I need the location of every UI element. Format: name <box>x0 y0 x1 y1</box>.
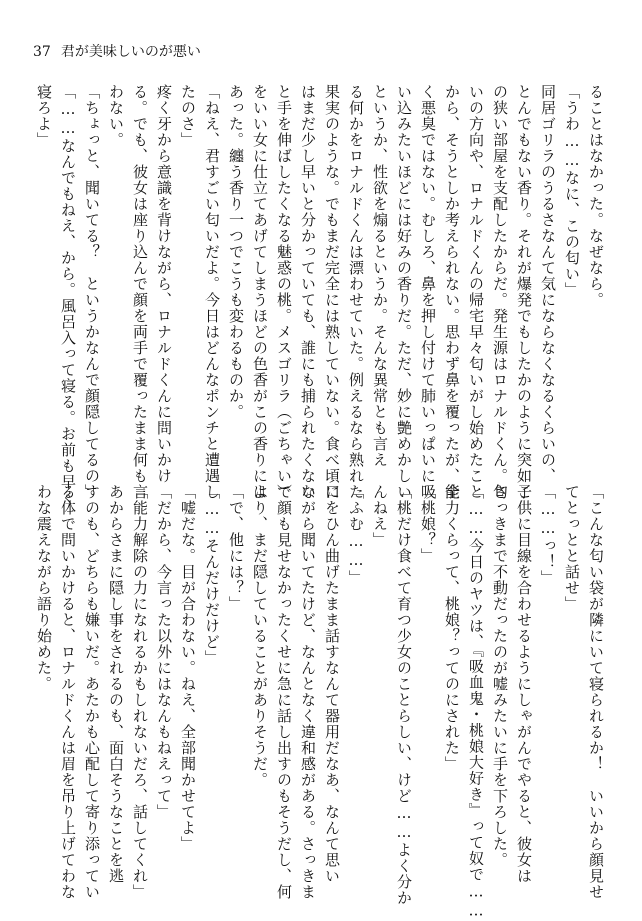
text-column: さっきまで不動だったのが嘘みたいに手を下ろした。 <box>491 484 509 868</box>
text-column: 「ねえ、君すごい匂いだよ。今日はどんなポンチと遭遇し <box>203 84 221 500</box>
text-column: 「こんな匂い袋が隣にいて寝られるか！ いいから顔見せ <box>587 484 605 900</box>
text-column: をいい女に仕立てあげてしまうほどの色香がこの香りには <box>251 84 269 500</box>
text-column: とんでもない香り。それが爆発でもしたかのように突如こ <box>515 84 533 500</box>
running-header <box>33 44 201 60</box>
text-column: 「で、他には？」 <box>227 484 245 612</box>
text-column: から、そうとしか考えられない。思わず鼻を覆ったが、全 <box>443 84 461 500</box>
text-column: 「ちょっと、聞いてる？ というかなんで顔隠してるの」 <box>83 84 101 500</box>
text-column: 「嘘だな。目が合わない。ねえ、全部聞かせてよ」 <box>179 484 197 852</box>
text-column: 「桃だけ食べて育つ少女のことらしい、けど……よく分か <box>395 484 413 906</box>
text-column: 果実のような。でもまだ完全には熟していない。食べ頃に <box>323 84 341 500</box>
text-column: いの方向や、ロナルドくんの帰宅早々匂いがし始めたこと <box>467 84 485 500</box>
text-column: 子供に目線を合わせるようにしゃがんでやると、彼女は <box>515 484 533 884</box>
text-column: 疼く牙から意識を背けながら、ロナルドくんに問いかけ <box>155 84 173 484</box>
text-column: わない。 <box>107 84 125 148</box>
text-column: 「能力解除の力になれるかもしれないだろ、話してくれ」 <box>131 484 149 900</box>
text-column: 「……今日のヤツは、『吸血鬼・桃娘大好き』って奴で…… <box>467 484 485 921</box>
text-column: 「桃娘？」 <box>419 484 437 564</box>
text-column: たのさ」 <box>179 84 197 148</box>
text-column: 「うわ……なに、この匂い」 <box>563 84 581 298</box>
text-column: より、まだ隠していることがありそうだ。 <box>251 484 269 788</box>
text-column: い込みたいほどには好みの香りだ。ただ、妙に艶めかしい <box>395 84 413 500</box>
text-column: の狭い部屋を支配したからだ。発生源はロナルドくん。匂 <box>491 84 509 500</box>
text-column: 「……なんでもねえ、から。風呂入って寝る。お前も早く <box>59 84 77 506</box>
text-column: る何かをロナルドくんは漂わせていた。例えるなら熟れた <box>347 84 365 500</box>
text-column: で顔も見せなかったくせに急に話し出すのもそうだし、何 <box>275 484 293 900</box>
text-column: てとっとと話せ」 <box>563 484 581 612</box>
text-column: わな震えながら語り始めた。 <box>35 484 53 692</box>
text-column: というか、性欲を煽るというか。そんな異常とも言え <box>371 84 389 468</box>
text-column: 「……そんだけだけど」 <box>203 484 221 666</box>
lower-text-block <box>32 484 608 921</box>
text-column: く悪臭ではない。むしろ、鼻を押し付けて肺いっぱいに吸 <box>419 84 437 500</box>
text-column: 口をひん曲げたまま話すなんて器用だなあ、なんて思い <box>323 484 341 884</box>
page-number: 37 <box>33 44 51 60</box>
text-column: る。でも、彼女は座り込んで顔を両手で覆ったまま何も言 <box>131 84 149 500</box>
text-column: 「……っ！」 <box>539 484 557 586</box>
text-column: はまだ少し早いと分かっていても、誰にも捕られたくない <box>299 84 317 500</box>
text-column: 寝ろよ」 <box>35 84 53 148</box>
text-column: る体で問いかけると、ロナルドくんは眉を吊り上げてわな <box>59 484 77 900</box>
text-column: あった。纏う香り一つでこうも変わるものか。 <box>227 84 245 420</box>
text-column: 同居ゴリラのうるさなんて気にならなくなるくらいの、 <box>539 84 557 484</box>
upper-text-block <box>32 84 608 506</box>
text-column: ることはなかった。なぜなら。 <box>587 84 605 308</box>
text-column: と手を伸ばしたくなる魅惑の桃。メスゴリラ（ごちゃい） <box>275 84 293 500</box>
text-column: あからさまに隠し事をされるのも、面白そうなことを逃 <box>107 484 125 884</box>
text-column: 能力くらって、桃娘？ってのにされた」 <box>443 484 461 772</box>
text-column: 「ふむ……」 <box>347 484 365 586</box>
text-column: すのも、どちらも嫌いだ。あたかも心配して寄り添ってい <box>83 484 101 900</box>
text-column: んねえ」 <box>371 484 389 548</box>
chapter-title: 君が美味しいのが悪い <box>60 44 201 60</box>
text-column: ながら聞いてたけど、なんとなく違和感がある。さっきま <box>299 484 317 900</box>
text-column: 「だから、今言った以外にはなんもねえって」 <box>155 484 173 820</box>
